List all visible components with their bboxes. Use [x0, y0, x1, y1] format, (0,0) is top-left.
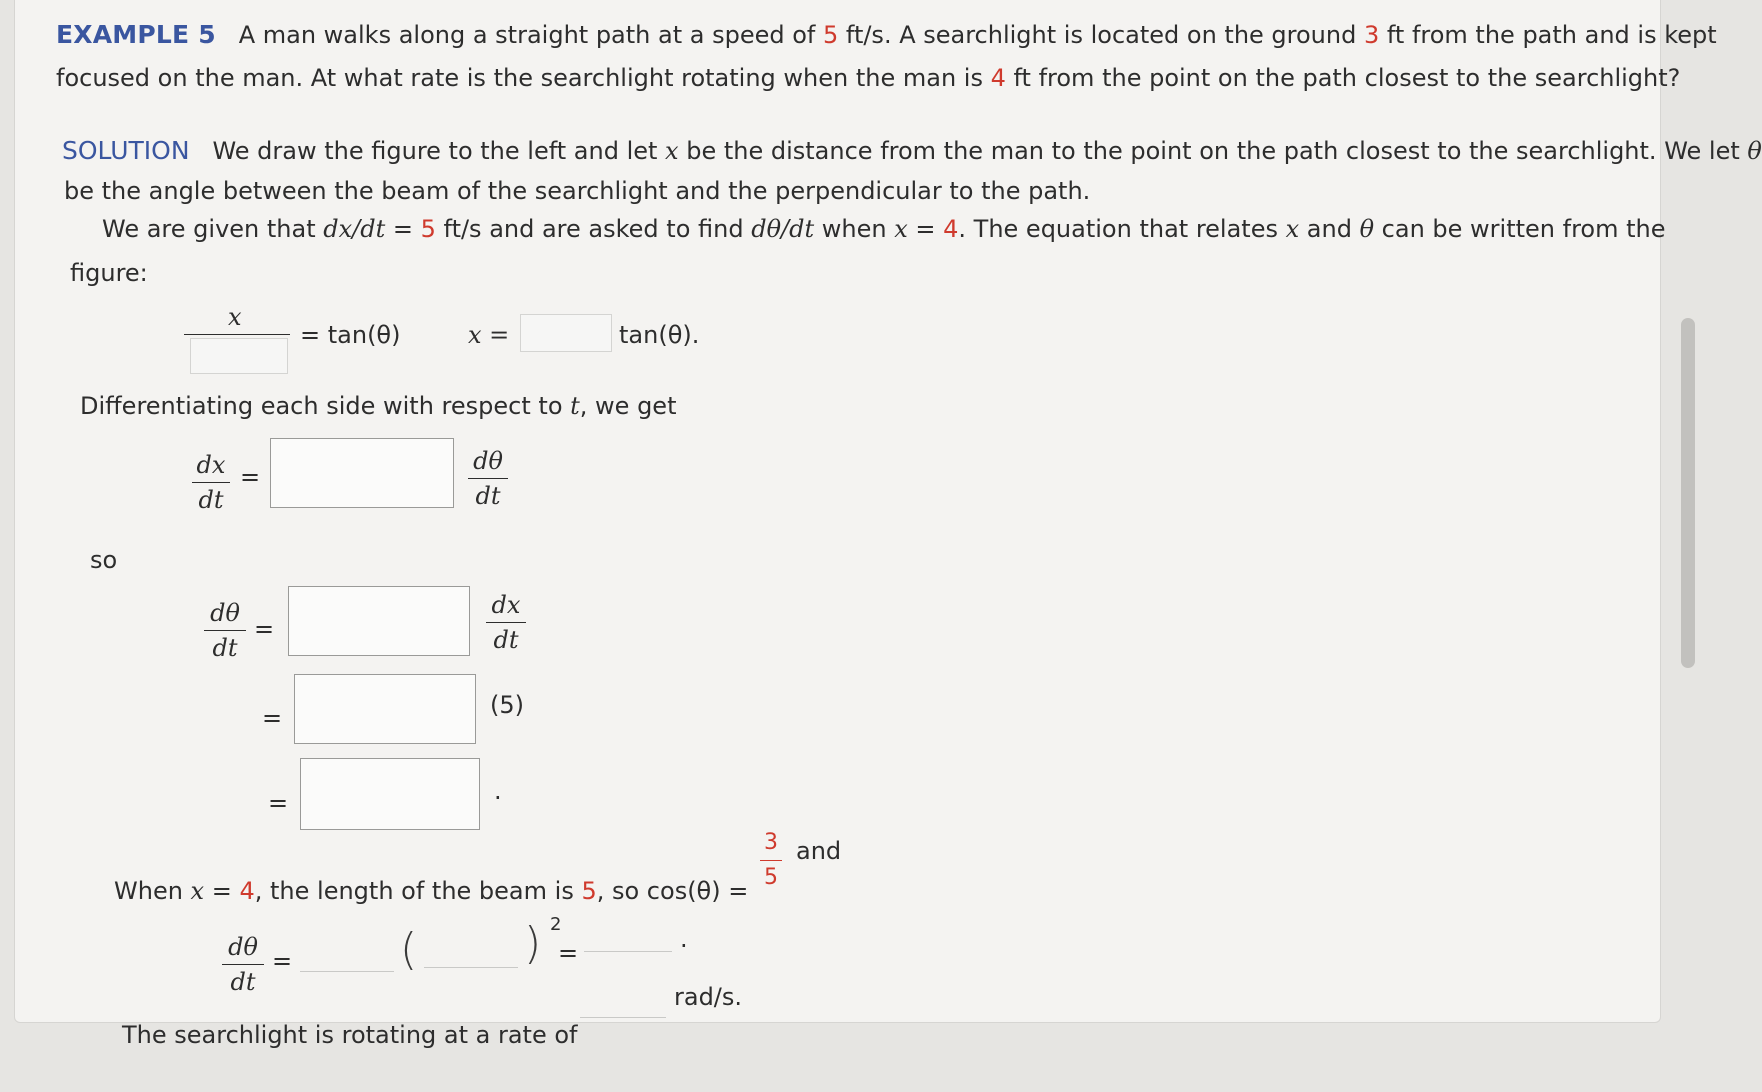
problem-text: ft from the point on the path closest to the searchlight? [1005, 64, 1681, 92]
solution-text: , the length of the beam is [254, 877, 582, 905]
cos-value-input[interactable] [424, 934, 518, 968]
frac-den: dt [212, 634, 238, 662]
given-man-distance: 4 [990, 64, 1006, 92]
rate-answer-input[interactable] [580, 984, 666, 1018]
var-t: t [570, 392, 580, 420]
solution-text: We are given that [102, 215, 324, 243]
when-line [114, 876, 748, 906]
frac-den: dt [230, 968, 256, 996]
given-distance: 3 [1363, 21, 1380, 49]
close-paren: ) [524, 918, 542, 969]
solution-text: be the distance from the man to the point on the path closest to the searchlight. We let [678, 137, 1748, 165]
dthetadt-fraction [222, 932, 264, 997]
eq1b-lhs: x = [468, 321, 510, 349]
substitution-input[interactable] [294, 674, 476, 744]
equals-sign: = [272, 947, 293, 975]
var-x: x [894, 215, 908, 243]
solution-line-1 [62, 136, 1762, 166]
differentiate-line [80, 391, 676, 421]
cos-fraction [760, 828, 782, 893]
and-text: and [796, 837, 842, 865]
var-x: x [190, 877, 205, 905]
equals-sign: = [385, 215, 421, 243]
final-coefficient-input[interactable] [300, 938, 394, 972]
eq1-rhs: = tan(θ) [300, 321, 401, 349]
frac-num: dx [491, 591, 521, 619]
problem-text: ft from the path and is kept [1379, 21, 1717, 49]
frac-den: dt [493, 626, 519, 654]
solution-text: can be written from the [1374, 215, 1666, 243]
equals-sign: = [268, 789, 289, 817]
equals-sign: = [558, 939, 579, 967]
var-theta: θ [1359, 215, 1375, 243]
frac-num: dθ [473, 447, 503, 475]
eq1-numerator: x [228, 303, 242, 331]
x-value: 4 [239, 877, 255, 905]
dthetadt-fraction [468, 446, 508, 511]
period: . [494, 777, 502, 805]
open-paren: ( [400, 924, 418, 975]
eq1-fraction-bar [184, 334, 290, 335]
solution-text: Differentiating each side with respect to [80, 392, 571, 420]
given-x-value: 4 [943, 215, 959, 243]
solution-line-2 [64, 176, 1090, 206]
solution-text: When [114, 877, 191, 905]
frac-num: dθ [210, 599, 240, 627]
eq1-denominator-input[interactable] [190, 338, 288, 374]
problem-line-1 [56, 20, 1717, 50]
dxdt-fraction [192, 450, 230, 515]
solution-text: and [1299, 215, 1360, 243]
frac-num: 3 [764, 830, 778, 855]
frac-den: dt [198, 486, 224, 514]
problem-text: A man walks along a straight path at a speed of [238, 21, 823, 49]
solution-text: . The equation that relates [958, 215, 1286, 243]
given-line [102, 214, 1666, 244]
frac-den: 5 [764, 865, 778, 890]
solution-text: , we get [579, 392, 677, 420]
given-rate-value: 5 [420, 215, 436, 243]
rate-sentence: The searchlight is rotating at a rate of [122, 1021, 578, 1049]
dthetadt-fraction [204, 598, 246, 663]
given-speed: 5 [823, 21, 839, 49]
exponent: 2 [550, 914, 562, 935]
frac-num: dθ [228, 933, 258, 961]
problem-text: focused on the man. At what rate is the searchlight rotating when the man is [56, 64, 991, 92]
solution-text: when [814, 215, 895, 243]
solution-label: SOLUTION [62, 136, 190, 165]
example-label: EXAMPLE 5 [56, 20, 216, 49]
scrollbar-thumb[interactable] [1681, 318, 1695, 668]
solution-text: ft/s and are asked to find [435, 215, 752, 243]
final-answer-input[interactable] [584, 918, 672, 952]
rate-unit: rad/s. [674, 983, 743, 1011]
problem-text: ft/s. A searchlight is located on the ground [838, 21, 1364, 49]
equals-sign: = [204, 877, 240, 905]
equals-sign: = [240, 463, 261, 491]
eq1b-coefficient-input[interactable] [520, 314, 612, 352]
figure-label: figure: [70, 259, 148, 287]
dxdt-fraction [486, 590, 526, 655]
var-x: x [1285, 215, 1300, 243]
var-x: x [665, 137, 679, 165]
equals-sign: = [907, 215, 944, 243]
problem-line-2 [56, 63, 1680, 93]
eq1b-rhs: tan(θ). [619, 321, 700, 349]
simplified-input[interactable] [300, 758, 480, 830]
solve-coefficient-input[interactable] [288, 586, 470, 656]
solution-text: We draw the figure to the left and let [212, 137, 666, 165]
var-theta: θ [1747, 137, 1762, 165]
equals-sign: = [262, 704, 283, 732]
given-rate: dx/dt [323, 215, 386, 243]
equals-sign: = [254, 615, 275, 643]
solution-text: , so cos(θ) = [596, 877, 749, 905]
frac-num: dx [196, 451, 226, 479]
target-rate: dθ/dt [751, 215, 815, 243]
derivative-coefficient-input[interactable] [270, 438, 454, 508]
solution-text: be the angle between the beam of the searchlight and the perpendicular to the path. [64, 177, 1091, 205]
frac-den: dt [475, 482, 501, 510]
so-text: so [90, 546, 118, 574]
five-in-parens: (5) [490, 691, 524, 719]
beam-length: 5 [581, 877, 597, 905]
period: . [680, 925, 688, 953]
